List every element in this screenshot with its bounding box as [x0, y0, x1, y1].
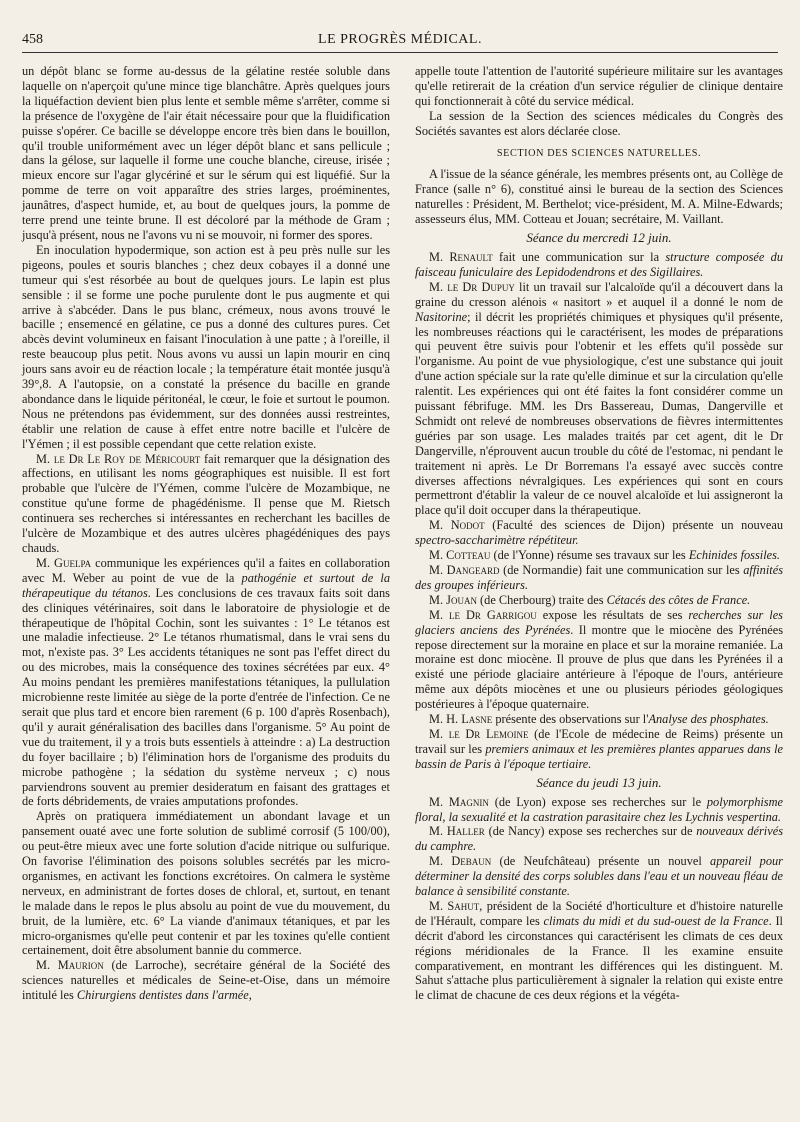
paragraph-text: lit un travail sur l'alcaloïde qu'il a découvert dans la graine du cresson alénois « nasitort » et auquel il a donné le nom de [415, 279, 783, 309]
left-column [22, 64, 390, 1003]
speaker-name: M. Magnin [429, 794, 489, 809]
topic-italic: nouveaux dérivés du camphre. [415, 824, 784, 854]
topic-italic: Echinides fossiles. [688, 548, 781, 563]
paragraph-garrigou [415, 608, 783, 712]
paragraph-text: fait remarquer que la désignation des affections, en utilisant les noms géographiques est nuisible. Il est fort probable que l'ulcère de l'Yémen, comme l'ulcère de Mozambique, ne constitue qu'une forme de phagédénisme. Il pense que M. Rietsch continuera ses recherches si intéressantes en recherchant les bacilles de l'ulcère de Mozambique et des autres ulcères phagédéniques des pays chauds. [22, 451, 390, 555]
right-column [415, 64, 783, 1003]
paragraph-magnin [415, 795, 783, 825]
paragraph-text: . Il montre que le miocène des Pyrénées repose directement sur la moraine en place et sur la moraine remaniée. La moraine est donc miocène. Il prouve de plus que dans les Pyrénées il a existé une période glaciaire antérieure à l'époque de l'ours, antérieure même aux dépôts miocènes et une ou plusieurs périodes géologiques postérieures à l'époque quaternaire. [415, 622, 784, 712]
speaker-name: M. le Dr Le Roy de Méricourt [36, 451, 201, 466]
speaker-name: M. H. Lasne [429, 712, 493, 727]
paragraph-maurion [22, 958, 390, 1003]
paragraph-lasne [415, 712, 783, 727]
speaker-name: M. Dangeard [429, 563, 500, 577]
speaker-name: M. Debaun [429, 854, 492, 869]
paragraph-text: (de Lyon) expose ses recherches sur le [488, 794, 707, 809]
running-title: LE PROGRÈS MÉDICAL. [318, 32, 482, 47]
paragraph-service-dentaire: appelle toute l'attention de l'autorité supérieure militaire sur les avantages qu'elle retirerait de la création d'un service régulier de clinique dentaire qui fonctionnerait à côté du service médical. [415, 64, 783, 108]
paragraph-dupuy [415, 280, 783, 519]
paragraph-bureau: A l'issue de la séance générale, les membres présents ont, au Collège de France (salle n° 6), constitué ainsi le bureau de la section des Sciences naturelles : Président, M. Berthelot; vice-président, M. A. Milne-Edwards; assesseurs élus, MM. Cotteau et Jouan; secrétaire, M. Vaillant. [415, 167, 783, 227]
speaker-name: M. Nodot [429, 518, 485, 533]
paragraph-text: fait une communication sur la [492, 249, 666, 264]
topic-italic: affinités des groupes inférieurs. [415, 563, 783, 592]
paragraph-text: ; il décrit les propriétés chimiques et physiques qu'il présente, les nombreuses réactions qui le caractérisent, les modes de préparations qui peuvent être suivis pour l'obtenir et les effets qu'il possède sur l'organisme. Au point de vue physiologique, c'est une substance qui jouit d'une action spéciale sur la rate qu'elle diminue et sur la circulation qu'elle ralentit. Les expériences qui ont été faites la font considérer comme un puissant fébrifuge. MM. les Drs Bassereau, Dumas, Dangerville et Schmidt ont relevé de nombreuses observations de fièvres intermittentes guéries par son usage. Les malades traités par cet agent, dit le Dr Dangerville, n'éprouvent aucun trouble du côté de l'estomac, ni pendant le traitement ni après. Le Dr Borremans l'a essayé avec succès contre diverses affections névralgiques. Les expériences qui sont en cours permettront d'établir la valeur de ce nouvel alcaloïde et lui assigneront la place qu'il doit occuper dans la thérapeutique. [415, 309, 783, 518]
paragraph-text: (de Cherbourg) traite des [476, 592, 607, 607]
topic-italic: Cétacés des côtes de France. [606, 592, 751, 607]
speaker-name: M. Renault [429, 249, 493, 264]
topic-italic: appareil pour déterminer la densité des corps solubles dans l'eau et un nouveau fléau de balance à sensibilité constante. [415, 854, 783, 899]
paragraph-text: (de l'Yonne) résume ses travaux sur les [490, 548, 689, 563]
topic-italic: Chirurgiens dentistes dans l'armée, [76, 988, 252, 1003]
paragraph-sahut [415, 899, 783, 1003]
topic-italic: polymorphisme floral, la sexualité et la castration parasitaire chez les Lychnis vespertina. [415, 794, 783, 824]
paragraph-renault [415, 250, 783, 280]
topic-italic: climats du midi et du sud-ouest de la France [543, 913, 769, 928]
paragraph-inoculation: En inoculation hypodermique, son action est à peu près nulle sur les pigeons, poules et souris blanches ; chez deux cobayes il a donné une tumeur qui s'est résorbée au bout de quelques jours. Le lapin est plus sensible : il se forme une poche purulente dont le pus augmente et qui arrive à s'abcéder. Dans le pus blanc, crémeux, nous avons trouvé le bacille ; ensemencé en gélatine, ce pus a donné des cultures pures. Cet abcès devint volumineux en faisant l'inoculation à une patte ; à l'oreille, il reste beaucoup plus petit. Nous avons vu aussi un lapin mourir en cinq jours sans avoir eu de réaction locale ; la température était montée jusqu'à 39°,8. A l'autopsie, on a constaté la présence du bacille en grande abondance dans le liquide péritonéal, le cœur, le foie et surtout le poumon. Nous ne prétendons pas évidemment, sur des données aussi restreintes, établir une relation de cause à effet entre notre bacille et l'ulcère de l'Yémen ; il est possible cependant que cette relation existe. [22, 242, 390, 451]
topic-italic: pathogénie et surtout de la thérapeutique du tétanos [22, 570, 390, 600]
paragraph-lemoine [415, 727, 783, 772]
speaker-name: M. le Dr Dupuy [429, 279, 515, 294]
page-number: 458 [22, 32, 43, 47]
paragraph-haller [415, 824, 783, 854]
paragraph-text: présente des observations sur l' [492, 712, 649, 727]
speaker-name: M. Cotteau [429, 548, 491, 563]
topic-italic: structure composée du faisceau funiculaire des Lepidodendrons et des Sigillaires. [415, 249, 783, 279]
paragraph-text: , président de la Société d'horticulture et d'histoire naturelle de l'Hérault, compare les [415, 898, 783, 928]
speaker-name: M. le Dr Lemoine [429, 726, 529, 741]
paragraph-text: (de Nancy) expose ses recherches sur de [484, 824, 697, 839]
paragraph-text: communique les expériences qu'il a faites en collaboration avec M. Weber au point de vue de la [22, 555, 390, 585]
seance-heading-mercredi: Séance du mercredi 12 juin. [526, 230, 672, 246]
section-title: SECTION DES SCIENCES NATURELLES. [496, 147, 702, 159]
speaker-name: M. Guelpa [36, 555, 92, 570]
topic-italic: Nasitorine [415, 309, 468, 324]
page-header [22, 32, 778, 53]
speaker-name: M. Sahut [429, 898, 480, 913]
paragraph-debaun [415, 854, 783, 899]
speaker-name: M. Jouan [429, 592, 477, 607]
paragraph-text: (Faculté des sciences de Dijon) présente un nouveau [484, 518, 783, 533]
paragraph-nodot [415, 518, 783, 548]
seance-heading-jeudi: Séance du jeudi 13 juin. [536, 774, 662, 790]
paragraph-dangeard [415, 563, 783, 593]
paragraph-text: (de l'Ecole de médecine de Reims) présente un travail sur les [415, 726, 784, 756]
paragraph-jouan [415, 593, 783, 608]
topic-italic: spectro-saccharimètre répétiteur. [415, 533, 579, 548]
topic-italic: recherches sur les glaciers anciens des Pyrénées [415, 607, 783, 637]
paragraph-session-close: La session de la Section des sciences médicales du Congrès des Sociétés savantes est alors déclarée close. [415, 108, 783, 138]
speaker-name: M. le Dr Garrigou [429, 607, 537, 622]
paragraph-text: . Il décrit d'abord les circonstances qui caractérisent les climats de ces deux régions méridionales de la France. Il les examine ensuite comparativement, en montrant les différences qui les distinguent. M. Sahut s'attache plus particulièrement à signaler la relation qui existe entre le climat de chacune de ces deux régions et la végéta- [415, 913, 783, 1003]
speaker-name: M. Maurion [36, 958, 104, 973]
paragraph-text: expose les résultats de ses [536, 607, 689, 622]
speaker-name: M. Haller [429, 824, 485, 839]
paragraph-le-roy-de-mericourt [22, 452, 390, 556]
paragraph-guelpa [22, 556, 390, 809]
paragraph-text: . Les conclusions de ces travaux faits soit dans des cliniques vétérinaires, soit dans le laboratoire de physiologie et de thérapeutique de l'hôpital Cochin, sont les suivantes : 1° Le tétanos est une maladie infectieuse. 2° Le tétanos rhumatismal, dans le vrai sens du mot, n'existe pas. 3° Les accidents tétaniques ne sont pas l'effet direct du ou des microbes, mais la conséquence des toxines sécrétées par eux. 4° Au moins pendant les premières manifestations tétaniques, la pullulation microbienne reste limitée au siège de la porte d'entrée de l'infection. Ce ne serait que plus tard et encore bien rarement (6 p. 100 d'après Rosenbach), qu'il y aurait généralisation des bacilles dans l'organisme. 5° Au point de vue du traitement, il y a trois buts essentiels à atteindre : a) La destruction du foyer bacillaire ; b) l'élimination hors de l'organisme des produits du microbe pathogène ; la sédation du système nerveux ; c) nous parviendrons souvent au premier desideratum en faisant des grattages et de forts débridements, de vraies amputations profondes. [22, 585, 390, 809]
paragraph-bacille-cultures: un dépôt blanc se forme au-dessus de la gélatine restée soluble dans laquelle on n'aperçoit qu'une mince tige blanchâtre. Après quelques jours la liquéfaction devient bien plus lente et semble même s'arrêter, comme si la présence de l'oxygène de l'air était nécessaire pour que la fluidification puisse s'opérer. Ce bacille se développe encore très bien dans le bouillon, qu'il trouble uniformément avec un léger dépôt blanc et sans pellicule ; dans la gélose, sur laquelle il forme une couche blanche, cireuse, irisée ; mieux encore sur l'agar glycériné et sur le sérum qui est liquéfié. Sur la pomme de terre on voit apparaître des stries larges, proéminentes, jaunâtres, d'aspect humide, et, au bout de quelques jours, la pomme de terre prend une teinte brune. Il est décoloré par la méthode de Gram ; jusqu'à présent, nous ne l'avons vu ni se mouvoir, ni former des spores. [22, 64, 390, 242]
paragraph-text: (de Larroche), secrétaire général de la Société des sciences naturelles et médicales de Seine-et-Oise, dans un mémoire intitulé les [22, 958, 390, 1003]
topic-italic: premiers animaux et les premières plantes apparues dans le bassin de Paris à l'époque tertiaire. [415, 741, 783, 771]
paragraph-text: (de Neufchâteau) présente un nouvel [491, 854, 711, 869]
paragraph-cotteau [415, 548, 783, 563]
topic-italic: Analyse des phosphates. [648, 712, 769, 727]
paragraph-traitement: Après on pratiquera immédiatement un abondant lavage et un pansement ouaté avec une forte solution de sublimé corrosif (5 100/00), ou peut-être mieux avec une forte solution d'acide nitrique ou sulfurique. On favorise l'élimination des poisons solubles secrétés par les micro-organismes, en activant les fonctions excrétoires. On calmera le système nerveux, en administrant de fortes doses de chloral, et, surtout, en tenant le malade dans le repos le plus absolu au point de vue du mouvement, du bruit, de la lumière, etc. 6° La viande d'animaux tétaniques, et par les micro-organismes qu'elle peut contenir et par les toxines qu'elle contient certainement, doit être absolument bannie du commerce. [22, 809, 390, 958]
paragraph-text: (de Normandie) fait une communication sur les [499, 563, 744, 577]
